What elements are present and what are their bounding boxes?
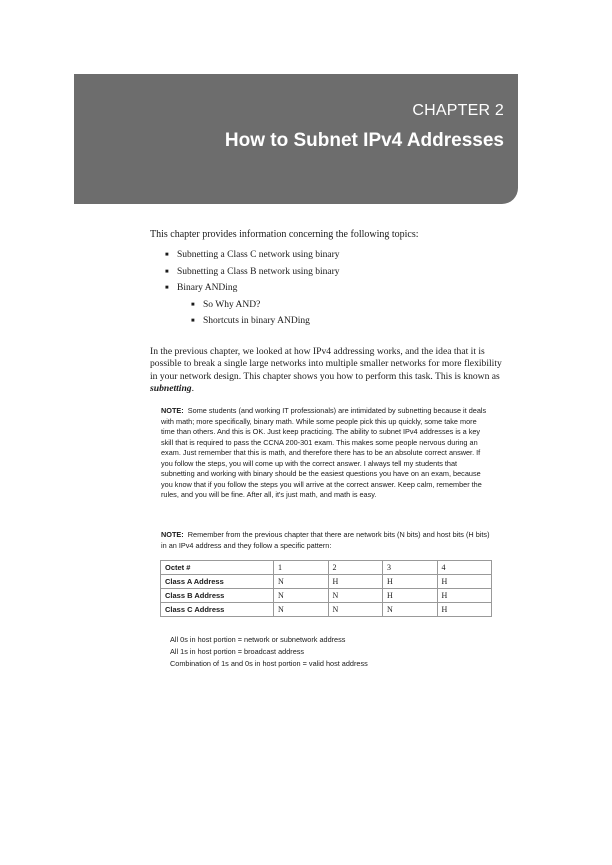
subtopic-item: ■ Shortcuts in binary ANDing [191, 315, 340, 332]
topic-item: ■ Subnetting a Class C network using binary [165, 249, 340, 266]
table-cell: Class A Address [161, 575, 274, 589]
note-text: Remember from the previous chapter that there are network bits (N bits) and host bits (H bits) in an IPv4 address and they follow a specific pattern: [161, 530, 490, 550]
table-header-row [161, 561, 492, 575]
chapter-title: How to Subnet IPv4 Addresses [224, 130, 504, 151]
table-cell: H [437, 575, 492, 589]
note-text: Some students (and working IT professionals) are intimidated by subnetting because it deals with math; more specifically, binary math. While some people pick this up quickly, some take more time than others. And this is OK. Just keep practicing. The ability to subnet IPv4 addresses is a key skill that is required to pass the CCNA 200-301 exam. This makes some people nervous during an exam. Just remember that this is math, and therefore there has to be an absolute correct answer. If you follow the steps, you will come up with the correct answer. I always tell my students that subnetting and working with binary should be the easiest questions you have on an exam, because you know that if you follow the steps you will arrive at the correct answer. Keep calm, remember the rules, and you will be fine. After all, it's just math, and math is easy. [161, 406, 487, 499]
table-cell: N [274, 589, 329, 603]
host-portion-rules [170, 634, 368, 670]
paragraph-end: . [191, 383, 194, 395]
note-label: NOTE: [161, 530, 184, 539]
table-header-cell: Octet # [161, 561, 274, 575]
table-row [161, 589, 492, 603]
table-cell: N [274, 603, 329, 617]
note-subnetting [161, 406, 491, 501]
table-cell: N [328, 589, 383, 603]
intro-paragraph [150, 346, 510, 396]
topic-item: ■ Subnetting a Class B network using binary [165, 266, 340, 283]
chapter-number: CHAPTER 2 [412, 102, 504, 119]
intro-text: This chapter provides information concerning the following topics: [150, 229, 419, 240]
table-cell: H [383, 575, 438, 589]
topic-list [165, 249, 340, 332]
table-cell: Class C Address [161, 603, 274, 617]
topic-item: ■ Binary ANDing [165, 282, 340, 299]
table-header-cell: 4 [437, 561, 492, 575]
rule-line: All 1s in host portion = broadcast address [170, 647, 305, 656]
octet-table [160, 560, 492, 617]
table-cell: N [328, 603, 383, 617]
note-bits [161, 530, 491, 551]
table-row [161, 603, 492, 617]
table-cell: H [437, 603, 492, 617]
note-label: NOTE: [161, 406, 184, 415]
rule-line: Combination of 1s and 0s in host portion = valid host address [170, 659, 368, 668]
paragraph-text: In the previous chapter, we looked at how IPv4 addressing works, and the idea that it is possible to break a single large networks into multiple smaller networks for more flexibility in your network design. This chapter shows you how to perform this task. This is known as [150, 346, 502, 382]
table-cell: Class B Address [161, 589, 274, 603]
chapter-banner [74, 74, 518, 204]
table-cell: H [437, 589, 492, 603]
table-header-cell: 2 [328, 561, 383, 575]
table-cell: N [274, 575, 329, 589]
table-cell: H [328, 575, 383, 589]
subtopic-item: ■ So Why AND? [191, 299, 340, 316]
paragraph-emphasis: subnetting [150, 383, 192, 395]
table-header-cell: 1 [274, 561, 329, 575]
table-cell: H [383, 589, 438, 603]
rule-line: All 0s in host portion = network or subnetwork address [170, 635, 346, 644]
table-row [161, 575, 492, 589]
table-cell: N [383, 603, 438, 617]
table-header-cell: 3 [383, 561, 438, 575]
